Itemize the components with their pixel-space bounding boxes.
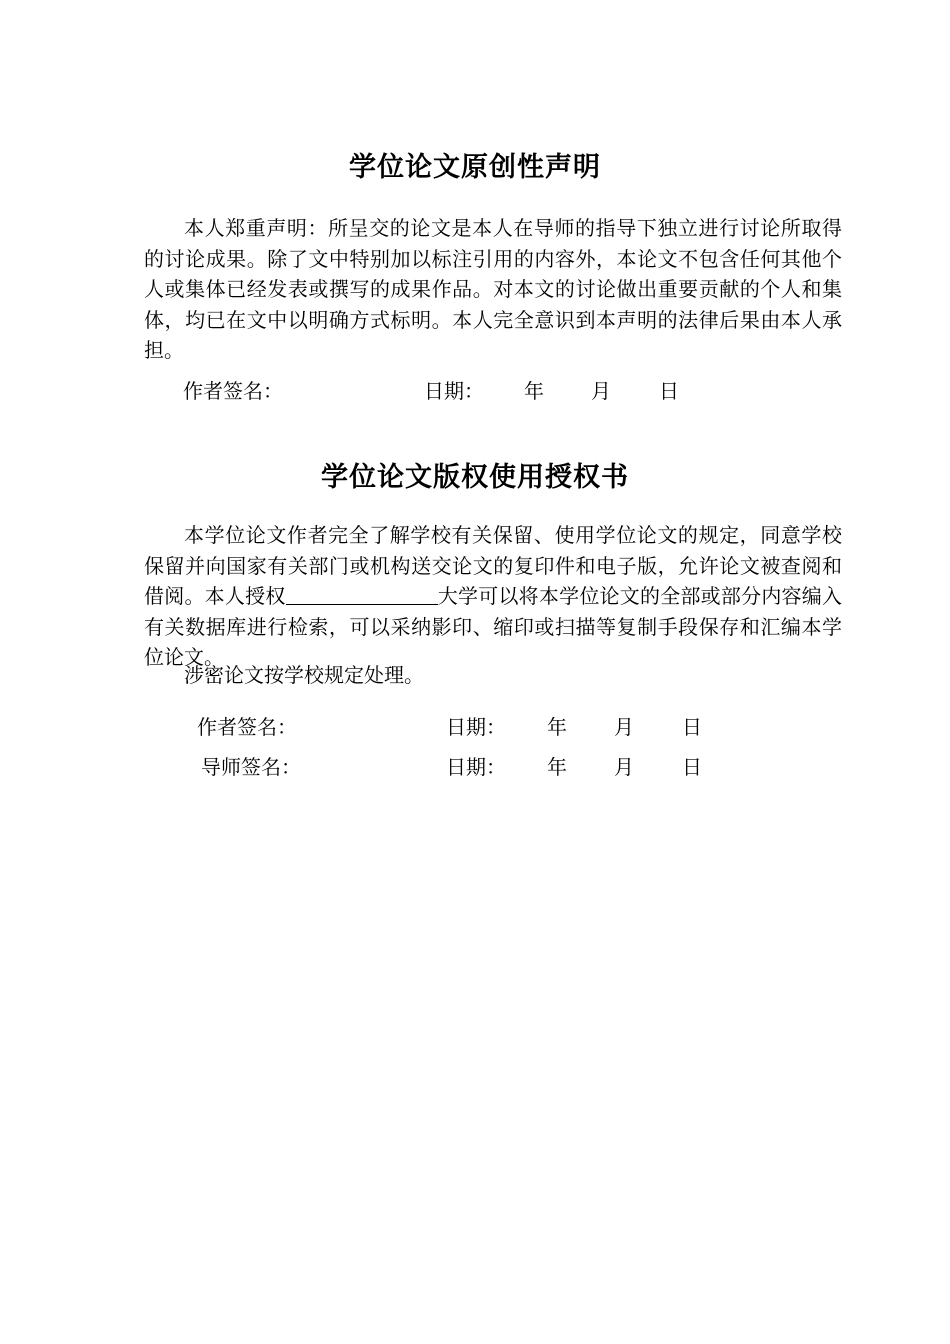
declaration-title: 学位论文原创性声明 xyxy=(349,152,601,183)
authorization-author-date-label: 日期： xyxy=(446,715,506,739)
authorization-author-year-label: 年 xyxy=(547,715,567,739)
authorization-body-part2: 大学可以将本学位论文的全部或部分内容编入有关数据库进行检索，可以采纳影印、缩印或扫描等复制手段保存和汇编本学位论文。 xyxy=(144,584,843,669)
authorization-supervisor-date-label: 日期： xyxy=(446,755,506,779)
declaration-month-label: 月 xyxy=(591,379,611,403)
authorization-supervisor-month-label: 月 xyxy=(614,755,634,779)
authorization-supervisor-year-label: 年 xyxy=(547,755,567,779)
declaration-day-label: 日 xyxy=(659,379,679,403)
declaration-body: 本人郑重声明：所呈交的论文是本人在导师的指导下独立进行讨论所取得的讨论成果。除了文中特别加以标注引用的内容外，本论文不包含任何其他个人或集体已经发表或撰写的成果作品。对本文的讨论做出重要贡献的个人和集体，均已在文中以明确方式标明。本人完全意识到本声明的法律后果由本人承担。 xyxy=(144,216,842,362)
authorization-author-month-label: 月 xyxy=(614,715,634,739)
declaration-date-label: 日期： xyxy=(424,379,484,403)
secret-thesis-note: 涉密论文按学校规定处理。 xyxy=(184,663,424,687)
authorization-supervisor-label: 导师签名： xyxy=(201,755,301,779)
authorization-author-day-label: 日 xyxy=(682,715,702,739)
authorization-author-label: 作者签名： xyxy=(197,715,297,739)
authorization-title: 学位论文版权使用授权书 xyxy=(321,462,629,493)
authorization-body-part1: 本学位论文作者完全了解学校有关保留、使用学位论文的规定，同意学校保留并向国家有关部门或机构送交论文的复印件和电子版，允许论文被查阅和借阅。本人授权 xyxy=(144,523,842,608)
declaration-author-label: 作者签名： xyxy=(183,379,283,403)
declaration-year-label: 年 xyxy=(524,379,544,403)
authorization-body xyxy=(144,520,842,673)
authorization-supervisor-day-label: 日 xyxy=(682,755,702,779)
university-name-blank xyxy=(286,584,438,605)
